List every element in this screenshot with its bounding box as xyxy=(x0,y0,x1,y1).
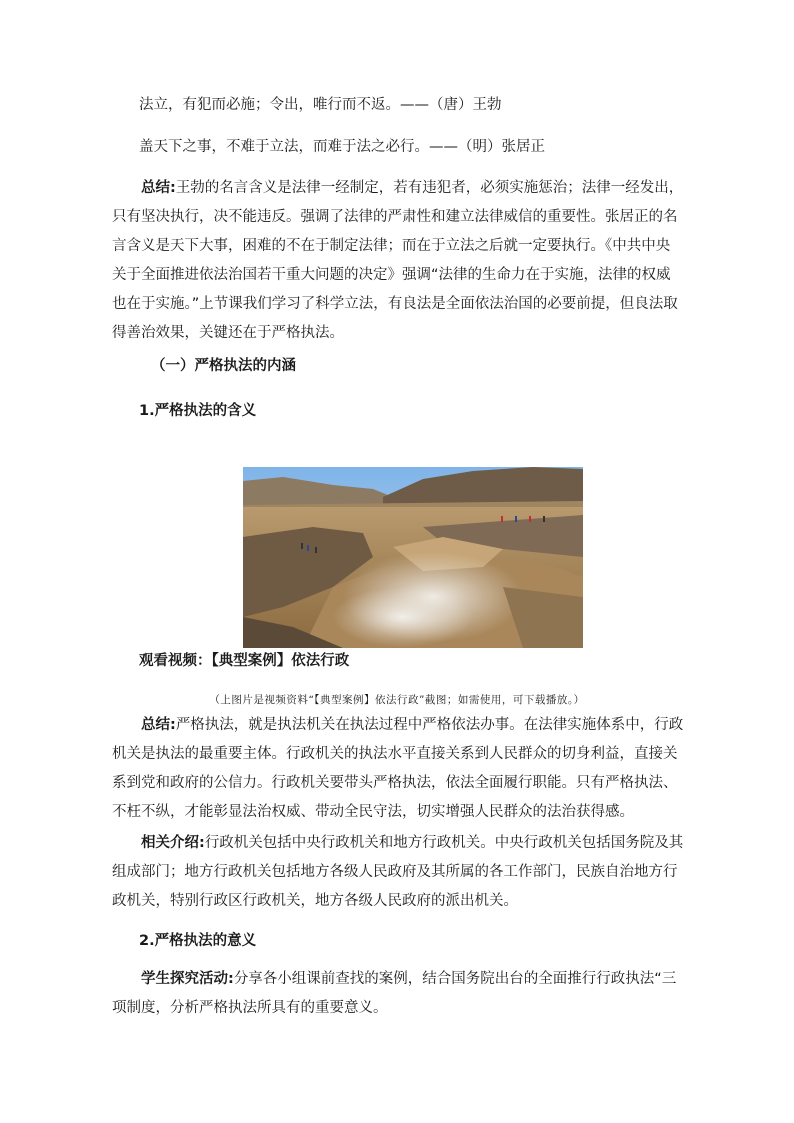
quote-zhang-juzheng: 盖天下之事，不难于立法，而难于法之必行。——（明）张居正 xyxy=(139,139,545,155)
activity-text: 分享各小组课前查找的案例，结合国务院出台的全面推行行政执法“三项制度，分析严格执法所具有的重要意义。 xyxy=(112,971,677,1016)
section-heading: （一）严格执法的内涵 xyxy=(151,358,296,374)
related-label: 相关介绍: xyxy=(141,835,205,851)
quote-wang-bo: 法立，有犯而必施；令出，唯行而不返。——（唐）王勃 xyxy=(139,97,502,113)
summary-label: 总结: xyxy=(141,180,176,196)
summary-label: 总结: xyxy=(141,717,176,733)
subsection-heading-2: 2.严格执法的意义 xyxy=(139,933,257,949)
figure-caption: （上图片是视频资料“【典型案例】依法行政”截图；如需使用，可下载播放。） xyxy=(209,694,585,706)
subsection-heading-1: 1.严格执法的含义 xyxy=(139,403,257,419)
summary-paragraph-1 xyxy=(112,174,684,348)
summary-paragraph-2 xyxy=(112,711,684,827)
activity-paragraph xyxy=(112,965,684,1023)
waterfall-video-screenshot[interactable] xyxy=(243,467,583,648)
watch-video-label[interactable]: 观看视频：【典型案例】依法行政 xyxy=(139,653,350,669)
summary-text: 严格执法，就是执法机关在执法过程中严格依法办事。在法律实施体系中，行政机关是执法的最重要主体。行政机关的执法水平直接关系到人民群众的切身利益，直接关系到党和政府的公信力。行政机关要带头严格执法，依法全面履行职能。只有严格执法、不枉不纵，才能彰显法治权威、带动全民守法，切实增强人民群众的法治获得感。 xyxy=(112,717,684,820)
related-paragraph xyxy=(112,829,684,916)
activity-label: 学生探究活动: xyxy=(141,971,234,987)
summary-text: 王勃的名言含义是法律一经制定，若有违犯者，必须实施惩治；法律一经发出，只有坚决执行，决不能违反。强调了法律的严肃性和建立法律威信的重要性。张居正的名言含义是天下大事，困难的不在于制定法律；而在于立法之后就一定要执行。《中共中央关于全面推进依法治国若干重大问题的决定》强调“法律的生命力在于实施，法律的权威也在于实施。”上节课我们学习了科学立法，有良法是全面依法治国的必要前提，但良法取得善治效果，关键还在于严格执法。 xyxy=(112,180,684,341)
related-text: 行政机关包括中央行政机关和地方行政机关。中央行政机关包括国务院及其组成部门；地方行政机关包括地方各级人民政府及其所属的各工作部门，民族自治地方行政机关，特别行政区行政机关，地方各级人民政府的派出机关。 xyxy=(112,835,684,909)
